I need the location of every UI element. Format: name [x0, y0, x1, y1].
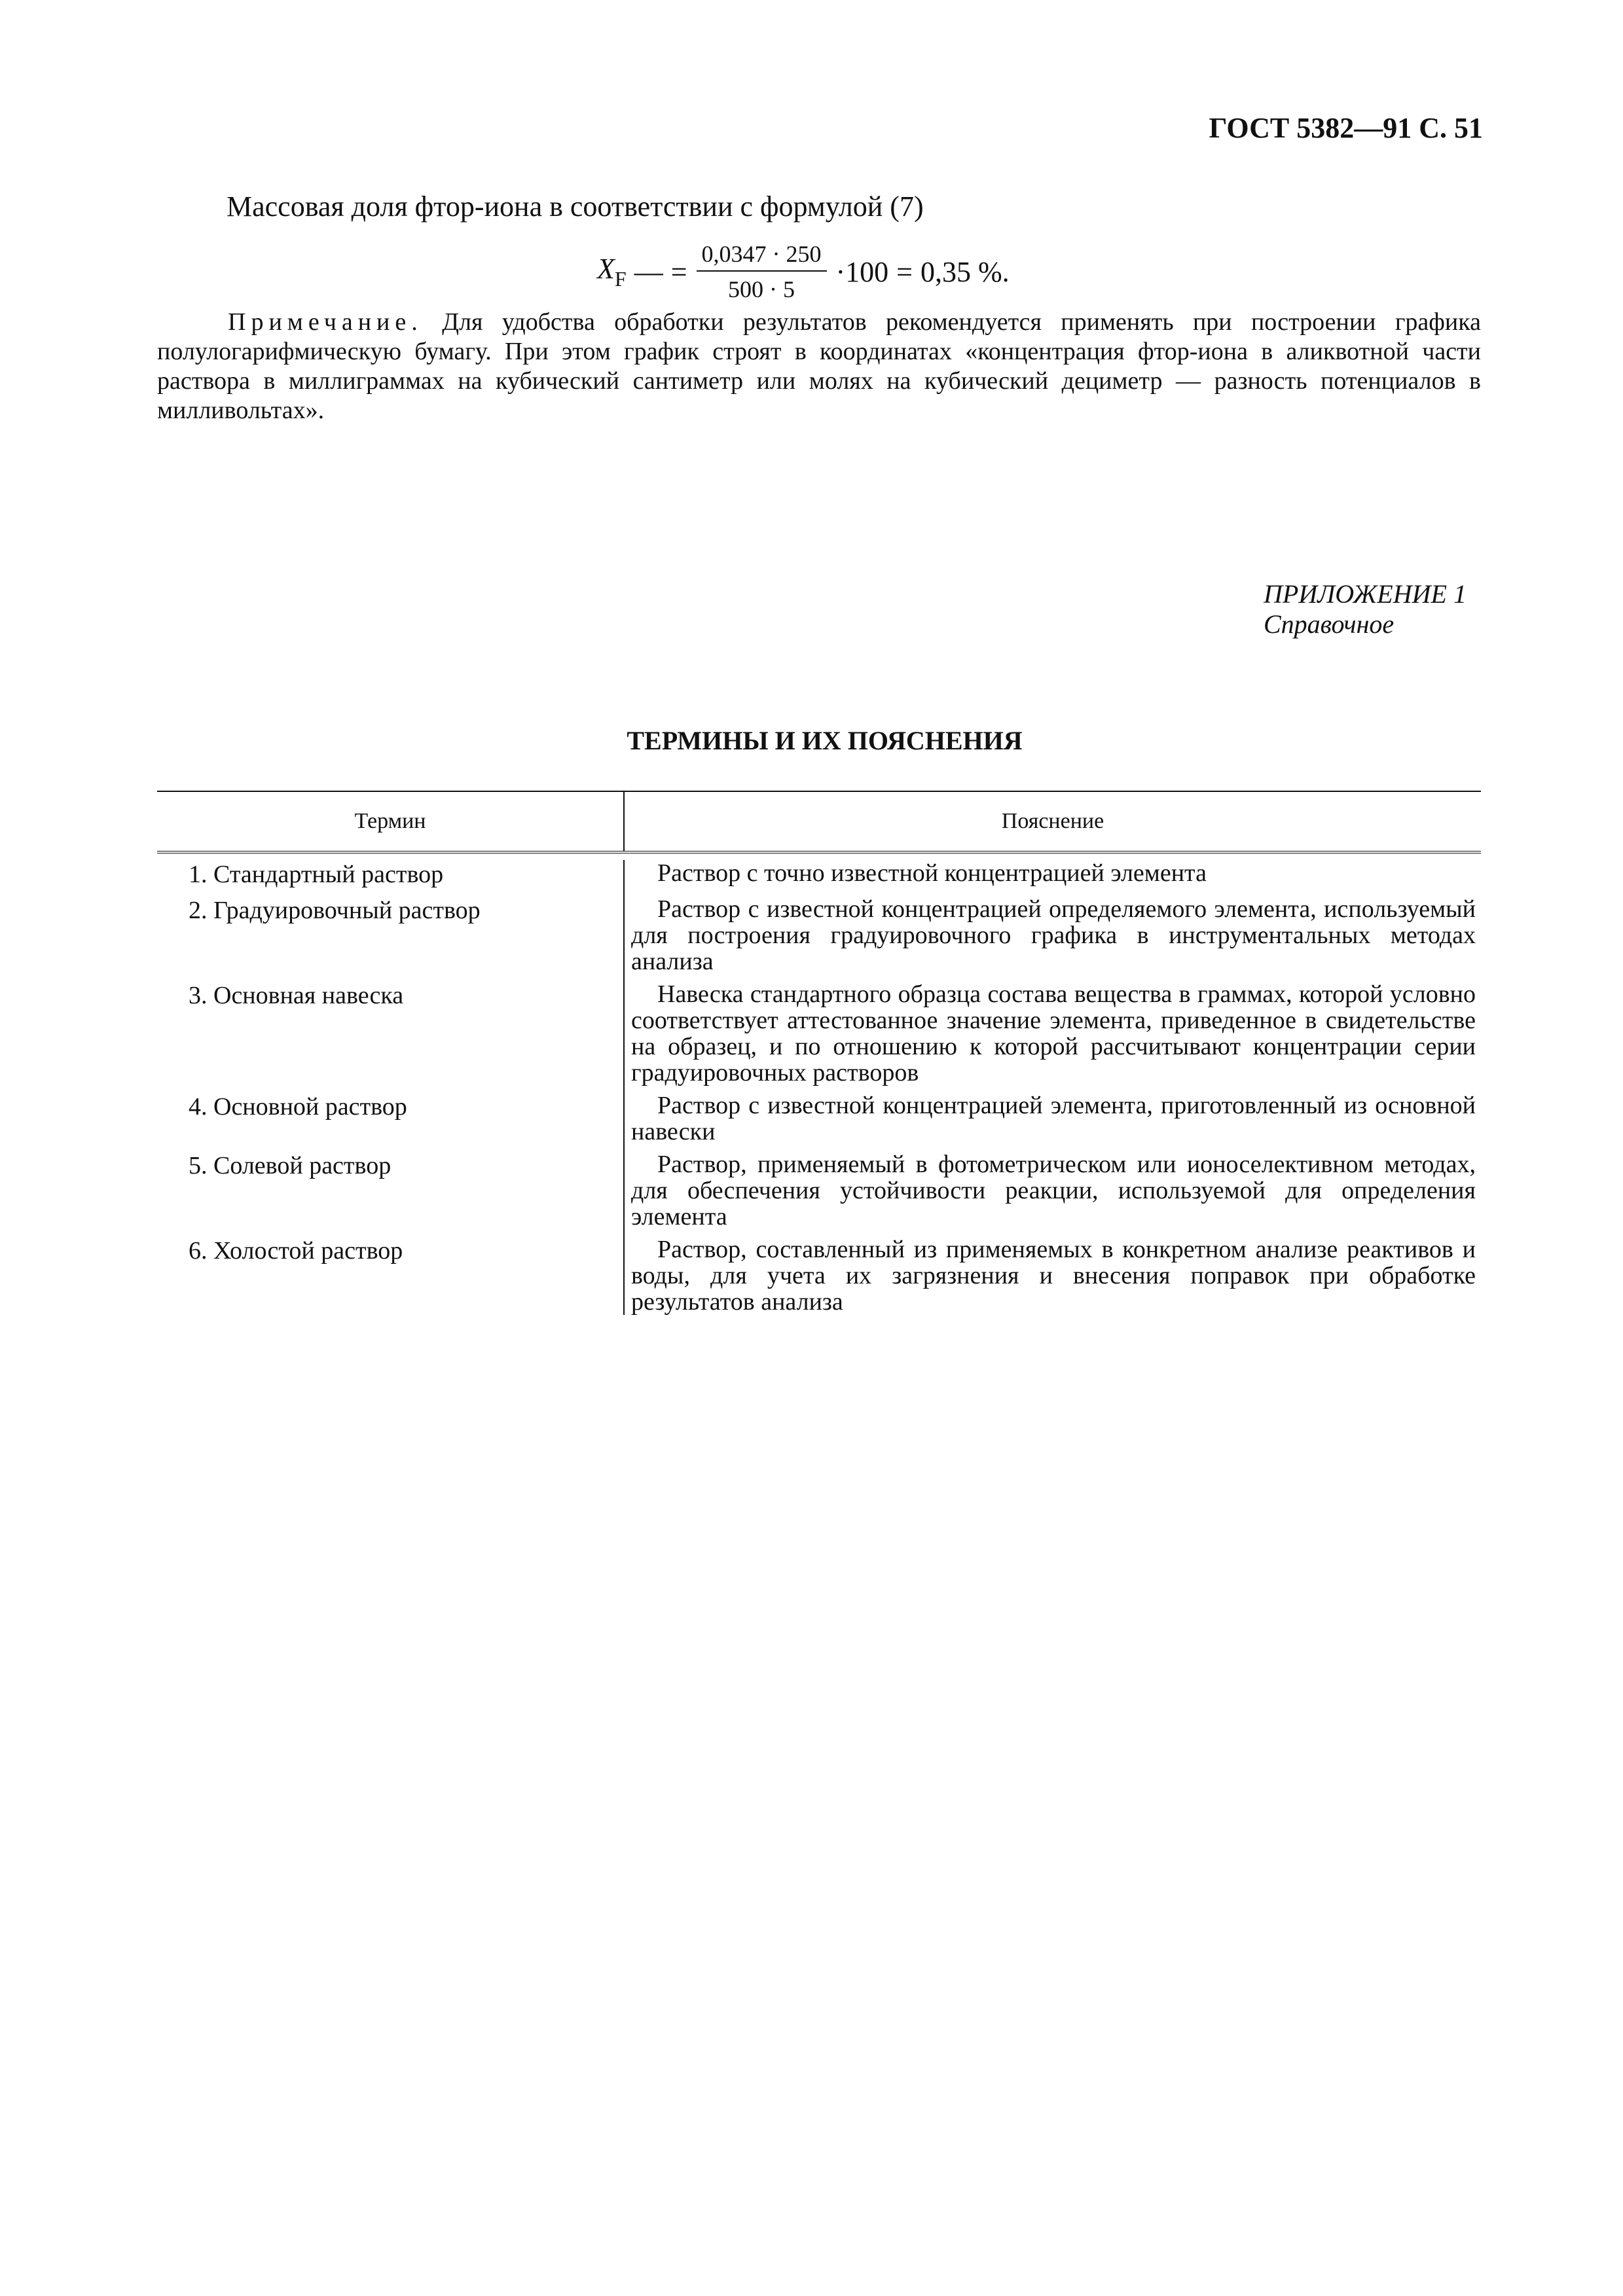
desc-cell: Раствор, составленный из применяемых в конкретном анализе реактивов и воды, для учета их загрязнения и внесения поправок при обработке результатов анализа — [631, 1236, 1476, 1316]
term-cell: 6. Холостой раствор — [189, 1237, 403, 1265]
table-row — [157, 981, 1481, 1086]
term-cell: 3. Основная навеска — [189, 982, 404, 1009]
desc-cell: Раствор с известной концентрацией определяемого элемента, используемый для построения градуировочного графика в инструментальных методах анализа — [631, 895, 1476, 975]
formula-equals: = — [670, 255, 687, 288]
formula — [597, 229, 1010, 314]
appendix-title: ПРИЛОЖЕНИЕ 1 — [1264, 579, 1467, 609]
formula-result: 0,35 %. — [921, 255, 1010, 288]
formula-lhs: $X_F$ — [597, 253, 627, 291]
term-cell: 1. Стандартный раствор — [189, 861, 444, 888]
appendix-block — [1264, 579, 1467, 639]
page-header: ГОСТ 5382—91 С. 51 — [1209, 112, 1483, 144]
intro-text: Массовая доля фтор-иона в соответствии с формулой (7) — [227, 190, 924, 223]
term-cell: 4. Основной раствор — [189, 1093, 407, 1121]
note-label: Примечание. — [228, 308, 423, 336]
term-cell: 2. Градуировочный раствор — [189, 897, 481, 924]
desc-cell: Раствор с известной концентрацией элемента, приготовленный из основной навески — [631, 1092, 1476, 1145]
desc-cell: Навеска стандартного образца состава вещества в граммах, которой условно соответствует аттестованное значение элемента, приведенное в свидетельстве на образец, и по отношению к которой рассчитывают концентрации серии градуировочных растворов — [631, 980, 1476, 1086]
table-row — [157, 1151, 1481, 1230]
formula-multiplier: ·100 — [835, 255, 889, 288]
desc-cell: Раствор, применяемый в фотометрическом или ионоселективном методах, для обеспечения устойчивости реакции, используемой для определения элемента — [631, 1151, 1476, 1230]
formula-numerator: 0,0347 · 250 — [697, 240, 827, 272]
formula-fraction — [697, 240, 827, 303]
header-explanation: Пояснение — [623, 792, 1481, 851]
formula-lhs-sub: F — [614, 267, 627, 291]
formula-denominator: 500 · 5 — [728, 276, 795, 302]
formula-equals-2: = — [896, 255, 913, 288]
note-paragraph — [157, 308, 1481, 425]
table-row — [157, 1236, 1481, 1315]
desc-cell: Раствор с точно известной концентрацией элемента — [657, 859, 1207, 887]
table-row — [157, 860, 1481, 889]
formula-dash: — — [634, 255, 663, 288]
terms-table — [157, 791, 1481, 1315]
table-body — [157, 860, 1481, 1315]
table-header — [157, 791, 1481, 853]
table-row — [157, 896, 1481, 975]
table-row — [157, 1092, 1481, 1145]
appendix-subtitle: Справочное — [1264, 609, 1395, 639]
section-title: ТЕРМИНЫ И ИХ ПОЯСНЕНИЯ — [627, 726, 1023, 755]
term-cell: 5. Солевой раствор — [189, 1152, 392, 1179]
note-text: Для удобства обработки результатов рекомендуется применять при построении графика полулогарифмическую бумагу. При этом график строят в координатах «концентрация фтор-иона в аликвотной части раствора в миллиграммах на кубический сантиметр или молях на кубический дециметр — разность потенциалов в милливольтах». — [157, 308, 1482, 424]
header-term: Термин — [354, 809, 426, 833]
